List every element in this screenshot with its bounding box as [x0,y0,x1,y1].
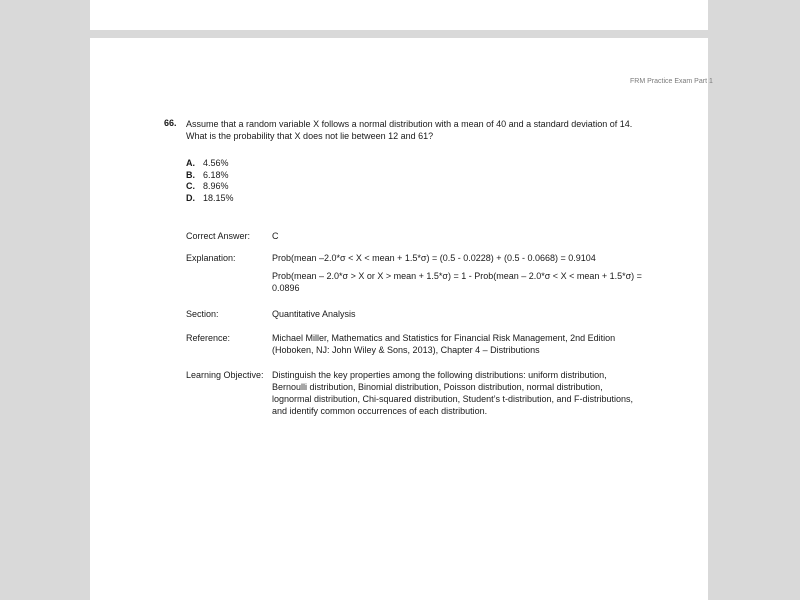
option-text: 8.96% [203,181,229,191]
previous-page [90,0,708,30]
explanation-line-2: Prob(mean – 2.0*σ > X or X > mean + 1.5*σ) = 1 - Prob(mean – 2.0*σ < X < mean + 1.5*σ) = 0.0896 [272,271,642,293]
option-letter: D. [186,192,195,203]
explanation-line-1: Prob(mean –2.0*σ < X < mean + 1.5*σ) = (0.5 - 0.0228) + (0.5 - 0.0668) = 0.9104 [272,253,596,263]
question-text: Assume that a random variable X follows a normal distribution with a mean of 40 and a standard deviation of 14. What is the probability that X does not lie between 12 and 61? [186,119,633,141]
option-text: 6.18% [203,169,229,180]
option-letter: C. [186,181,195,191]
option-text: 18.15% [203,192,234,203]
section-value: Quantitative Analysis [272,309,356,319]
learning-objective-label: Learning Objective: [186,370,264,380]
correct-answer-value: C [272,231,279,241]
reference-label: Reference: [186,333,231,343]
explanation-label: Explanation: [186,253,236,263]
reference-value: Michael Miller, Mathematics and Statistics for Financial Risk Management, 2nd Edition (Hoboken, NJ: John Wiley & Sons, 2013), Chapter 4 – Distributions [272,333,616,355]
option-c [186,181,234,193]
option-d [186,193,234,205]
option-letter: A. [186,158,195,168]
option-text: 4.56% [203,158,229,168]
correct-answer-label: Correct Answer: [186,231,251,241]
answer-options [186,158,234,204]
option-letter: B. [186,169,195,180]
document-page [90,38,713,600]
option-b [186,170,234,182]
page-header: FRM Practice Exam Part 1 [630,78,713,85]
learning-objective-value: Distinguish the key properties among the following distributions: uniform distribution, Bernoulli distribution, Binomial distribution, Poisson distribution, normal distribution, lognormal distribution, Chi-squared distribution, Student’s t-distribution, and F-distributions, and identify common occurrences of each distribution. [272,370,634,416]
section-label: Section: [186,309,219,319]
explanation-content [272,252,642,294]
option-a [186,158,234,170]
question-number: 66. [164,118,177,128]
